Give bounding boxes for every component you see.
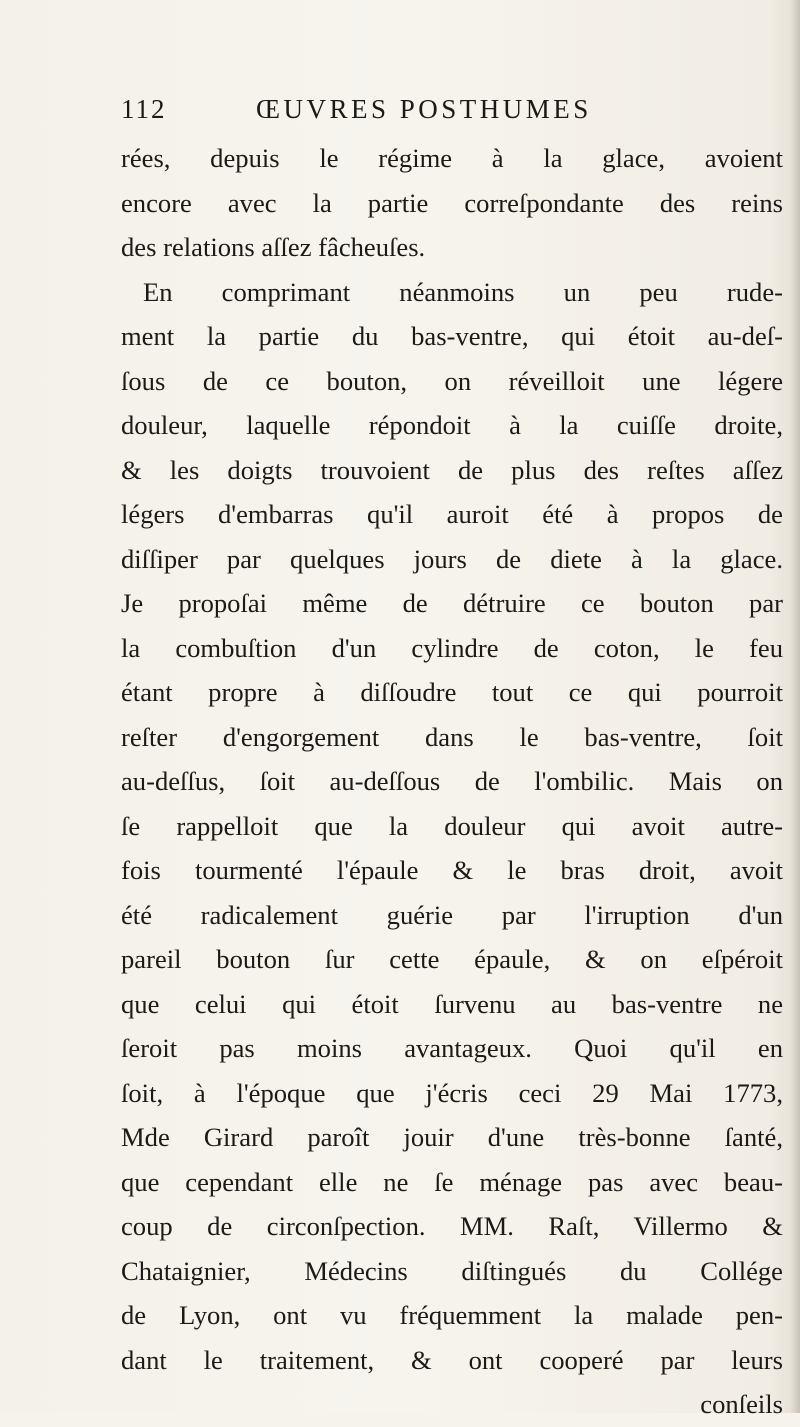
text-line: coup de circonſpection. MM. Raſt, Villermo & <box>121 1211 783 1241</box>
text-line: de Lyon, ont vu fréquemment la malade pen- <box>121 1300 783 1330</box>
text-line: que celui qui étoit ſurvenu au bas-ventre ne <box>121 988 783 1019</box>
text-line: encore avec la partie correſpondante des reins <box>121 187 783 218</box>
text-line: que cependant elle ne ſe ménage pas avec beau- <box>121 1166 783 1197</box>
text-line: ment la partie du bas-ventre, qui étoit au-deſ- <box>121 321 783 351</box>
text-line: diſſiper par quelques jours de diete à la glace. <box>121 543 783 574</box>
text-line: fois tourmenté l'épaule & le bras droit, avoit <box>121 855 783 885</box>
page-number: 112 <box>121 94 167 124</box>
text-line: Chataignier, Médecins diſtingués du Collége <box>121 1255 783 1286</box>
text-line: rées, depuis le régime à la glace, avoient <box>121 143 783 173</box>
text-line: & les doigts trouvoient de plus des reſtes aſſez <box>121 454 783 485</box>
text-line: légers d'embarras qu'il auroit été à propos de <box>121 499 783 529</box>
text-line: reſter d'engorgement dans le bas-ventre, ſoit <box>121 721 783 752</box>
text-line: ſous de ce bouton, on réveilloit une légere <box>121 365 783 396</box>
body-text <box>121 136 783 1427</box>
text-line: étant propre à diſſoudre tout ce qui pourroit <box>121 677 783 707</box>
text-line: des relations aſſez fâcheuſes. <box>121 232 426 262</box>
text-line: Je propoſai même de détruire ce bouton par <box>121 588 783 618</box>
text-line: Mde Girard paroît jouir d'une très-bonne ſanté, <box>121 1122 783 1152</box>
text-line: ſoit, à l'époque que j'écris ceci 29 Mai 1773, <box>121 1077 783 1108</box>
text-line: douleur, laquelle répondoit à la cuiſſe droite, <box>121 410 783 440</box>
text-line: dant le traitement, & ont cooperé par leurs <box>121 1344 783 1375</box>
page-edge-shadow <box>790 0 800 1413</box>
running-head <box>121 94 681 130</box>
text-line: la combuſtion d'un cylindre de coton, le feu <box>121 632 783 663</box>
paragraph-start-line: En comprimant néanmoins un peu rude- <box>143 276 783 307</box>
text-line: ſe rappelloit que la douleur qui avoit autre- <box>121 810 783 841</box>
text-line: été radicalement guérie par l'irruption d'un <box>121 899 783 930</box>
text-line: pareil bouton ſur cette épaule, & on eſpéroit <box>121 944 783 974</box>
text-line: au-deſſus, ſoit au-deſſous de l'ombilic. Mais on <box>121 766 783 796</box>
text-line: ſeroit pas moins avantageux. Quoi qu'il en <box>121 1033 783 1063</box>
catchword-line: conſeils <box>700 1389 783 1419</box>
running-title: ŒUVRES POSTHUMES <box>256 94 592 124</box>
